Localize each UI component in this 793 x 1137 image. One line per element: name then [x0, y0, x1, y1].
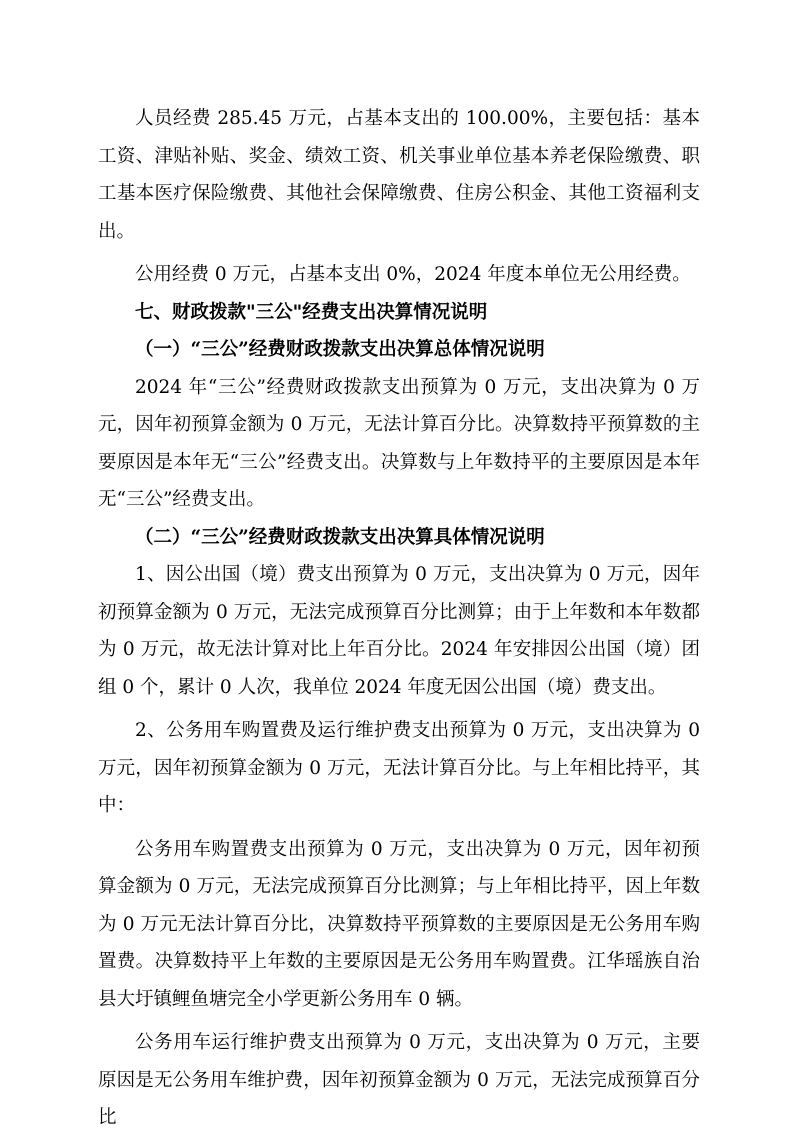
subsection-heading-two: （二）“三公”经费财政拨款支出决算具体情况说明 — [135, 526, 545, 548]
paragraph-vehicle-expenses: 2、公务用车购置费及运行维护费支出预算为 0 万元，支出决算为 0 万元，因年初预算金额为 0 万元，无法计算百分比。与上年相比持平，其中： — [98, 720, 700, 816]
section-heading-seven: 七、财政拨款"三公"经费支出决算情况说明 — [135, 301, 488, 323]
subsection-heading-one: （一）“三公”经费财政拨款支出决算总体情况说明 — [135, 339, 545, 360]
document-page — [98, 100, 700, 1137]
paragraph-personnel-expenses: 人员经费 285.45 万元，占基本支出的 100.00%，主要包括：基本工资、津贴补贴、奖金、绩效工资、机关事业单位基本养老保险缴费、职工基本医疗保险缴费、其他社会保障缴费、住房公积金、其他工资福利支出。 — [98, 108, 700, 242]
paragraph-vehicle-maintenance: 公务用车运行维护费支出预算为 0 万元，支出决算为 0 万元，主要原因是无公务用车维护费，因年初预算金额为 0 万元，无法完成预算百分比 — [98, 1032, 700, 1128]
paragraph-public-expenses: 公用经费 0 万元，占基本支出 0%，2024 年度本单位无公用经费。 — [135, 264, 691, 285]
paragraph-overall-three-public: 2024 年“三公”经费财政拨款支出预算为 0 万元，支出决算为 0 万元，因年初预算金额为 0 万元，无法计算百分比。决算数持平预算数的主要原因是本年无“三公”经费支出。决算数与上年数持平的主要原因是本年无“三公”经费支出。 — [98, 376, 700, 510]
paragraph-overseas-travel: 1、因公出国（境）费支出预算为 0 万元，支出决算为 0 万元，因年初预算金额为 0 万元，无法完成预算百分比测算；由于上年数和本年数都为 0 万元，故无法计算对比上年百分比。2024 年安排因公出国（境）团组 0 个，累计 0 人次，我单位 2024 年度无因公出国（境）费支出。 — [98, 564, 700, 698]
paragraph-vehicle-purchase: 公务用车购置费支出预算为 0 万元，支出决算为 0 万元，因年初预算金额为 0 万元，无法完成预算百分比测算；与上年相比持平，因上年数为 0 万元无法计算百分比，决算数持平预算数的主要原因是无公务用车购置费。决算数持平上年数的主要原因是无公务用车购置费。江华瑶族自治县大圩镇鲤鱼塘完全小学更新公务用车 0 辆。 — [98, 838, 700, 1010]
